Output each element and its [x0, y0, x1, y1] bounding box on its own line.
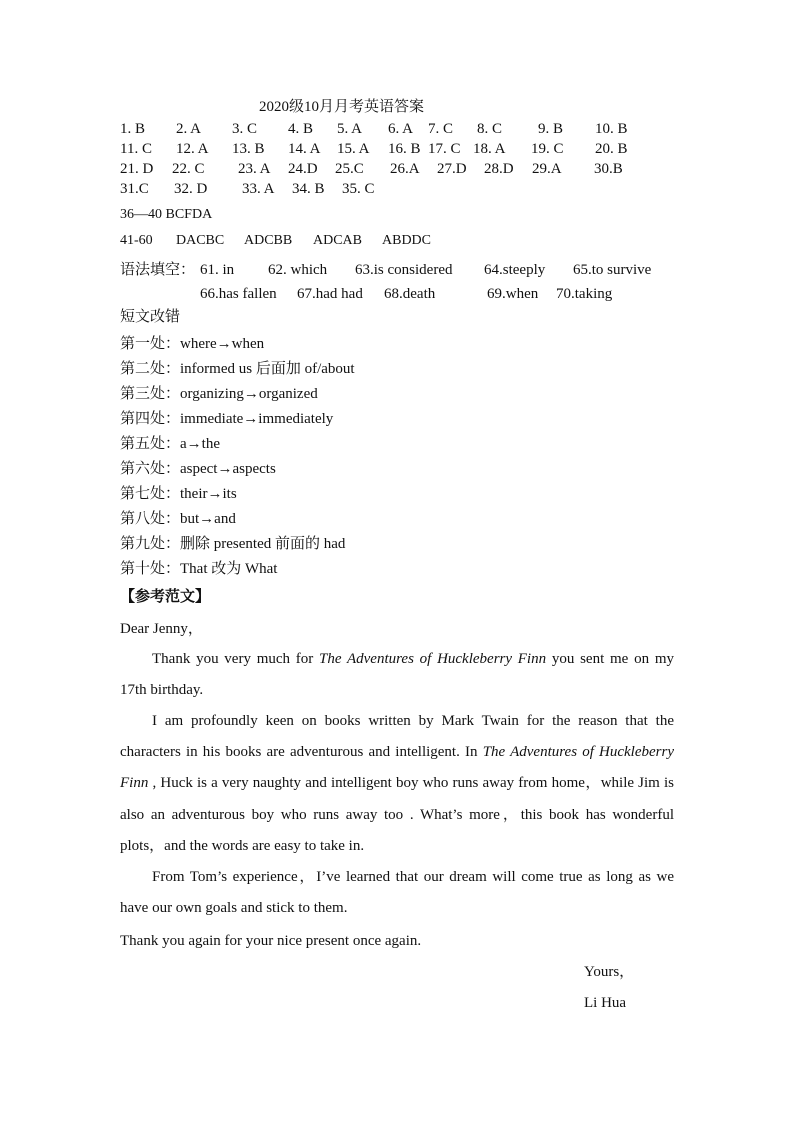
answer-item: 22. C	[172, 161, 205, 177]
answer-item: 13. B	[232, 141, 265, 157]
grammar-item: 66.has fallen	[200, 286, 277, 302]
answer-item: 15. A	[337, 141, 370, 157]
answer-item: 29.A	[532, 161, 562, 177]
answer-item: 8. C	[477, 121, 503, 137]
answer-group: ADCBB	[244, 233, 293, 248]
essay-paragraph-1	[120, 644, 674, 706]
essay-paragraph-3: From Tom’s experience，I’ve learned that our dream will come true as long as we have our own goals and stick to them.	[120, 869, 674, 917]
grammar-item: 67.had had	[297, 286, 363, 302]
answer-item: 16. B	[388, 141, 421, 157]
answer-item: 28.D	[484, 161, 514, 177]
answer-item: 11. C	[120, 141, 152, 157]
answer-item: 18. A	[473, 141, 506, 157]
answer-item: 26.A	[390, 161, 420, 177]
answer-item: 33. A	[242, 181, 275, 197]
answer-item: 20. B	[595, 141, 628, 157]
grammar-item: 70.taking	[556, 286, 613, 302]
essay-text: , Huck is a very naughty and intelligent boy who runs away from home，while Jim is also an adventurous boy who runs away too . What’s more，this book has wonderful plots，and the words are easy to take in.	[120, 775, 674, 854]
answer-group: ABDDC	[382, 233, 432, 248]
answer-item: 23. A	[238, 161, 271, 177]
answer-item: 34. B	[292, 181, 325, 197]
answer-item: 17. C	[428, 141, 461, 157]
answer-group: ADCAB	[313, 233, 363, 248]
correction-heading: 短文改错	[120, 309, 181, 325]
answer-item: 5. A	[337, 121, 363, 137]
answer-item: 35. C	[342, 181, 375, 197]
book-title: The Adventures of Huckleberry Finn	[120, 744, 674, 792]
essay-paragraph-4: Thank you again for your nice present once again.	[120, 933, 422, 949]
answer-item: 14. A	[288, 141, 321, 157]
grammar-item: 68.death	[384, 286, 436, 302]
answer-item: 12. A	[176, 141, 209, 157]
answer-item: 3. C	[232, 121, 258, 137]
grammar-item: 64.steeply	[484, 262, 546, 278]
answer-item: 25.C	[335, 161, 364, 177]
correction-item: 第七处：their→its	[120, 486, 237, 502]
correction-item: 第五处：a→the	[120, 436, 220, 452]
answer-36-40: 36—40 BCFDA	[120, 207, 213, 222]
book-title: The Adventures of Huckleberry Finn	[319, 651, 547, 667]
answer-item: 1. B	[120, 121, 146, 137]
correction-item: 第二处：informed us 后面加 of/about	[120, 361, 355, 377]
essay-text: I am profoundly keen on books written by Mark Twain for the reason that the characters in his books are adventurous and intelligent. In	[120, 713, 674, 761]
essay-paragraph-2	[120, 706, 674, 862]
answer-item: 6. A	[388, 121, 414, 137]
answer-item: 19. C	[531, 141, 564, 157]
correction-item: 第四处：immediate→immediately	[120, 411, 334, 427]
grammar-item: 61. in	[200, 262, 235, 278]
grammar-label: 语法填空：	[120, 262, 196, 278]
answer-item: 31.C	[120, 181, 149, 197]
grammar-item: 63.is considered	[355, 262, 453, 278]
answer-item: 4. B	[288, 121, 314, 137]
answer-item: 21. D	[120, 161, 154, 177]
answer-item: 2. A	[176, 121, 202, 137]
essay-heading: 【参考范文】	[120, 589, 211, 605]
essay-text: Thank you very much for	[152, 651, 320, 667]
grammar-item: 65.to survive	[573, 262, 652, 278]
answer-group: DACBC	[176, 233, 225, 248]
essay-greeting: Dear Jenny，	[120, 621, 203, 637]
answer-item: 27.D	[437, 161, 467, 177]
correction-item: 第一处：where→when	[120, 336, 265, 352]
answer-item: 24.D	[288, 161, 318, 177]
correction-item: 第九处：删除 presented 前面的 had	[120, 536, 346, 552]
essay-signature: Li Hua	[584, 995, 627, 1011]
correction-item: 第八处：but→and	[120, 511, 236, 527]
page-title: 2020级10月月考英语答案	[259, 99, 425, 115]
answer-item: 30.B	[594, 161, 623, 177]
grammar-item: 69.when	[487, 286, 539, 302]
answer-item: 10. B	[595, 121, 628, 137]
answer-item: 7. C	[428, 121, 454, 137]
essay-text: you sent me on my 17th birthday.	[120, 651, 674, 699]
correction-item: 第三处：organizing→organized	[120, 386, 318, 402]
answer-41-60-label: 41-60	[120, 233, 153, 248]
answer-item: 9. B	[538, 121, 564, 137]
correction-item: 第六处：aspect→aspects	[120, 461, 276, 477]
correction-item: 第十处：That 改为 What	[120, 561, 278, 577]
grammar-item: 62. which	[268, 262, 328, 278]
essay-closing: Yours，	[584, 964, 635, 980]
answer-item: 32. D	[174, 181, 208, 197]
